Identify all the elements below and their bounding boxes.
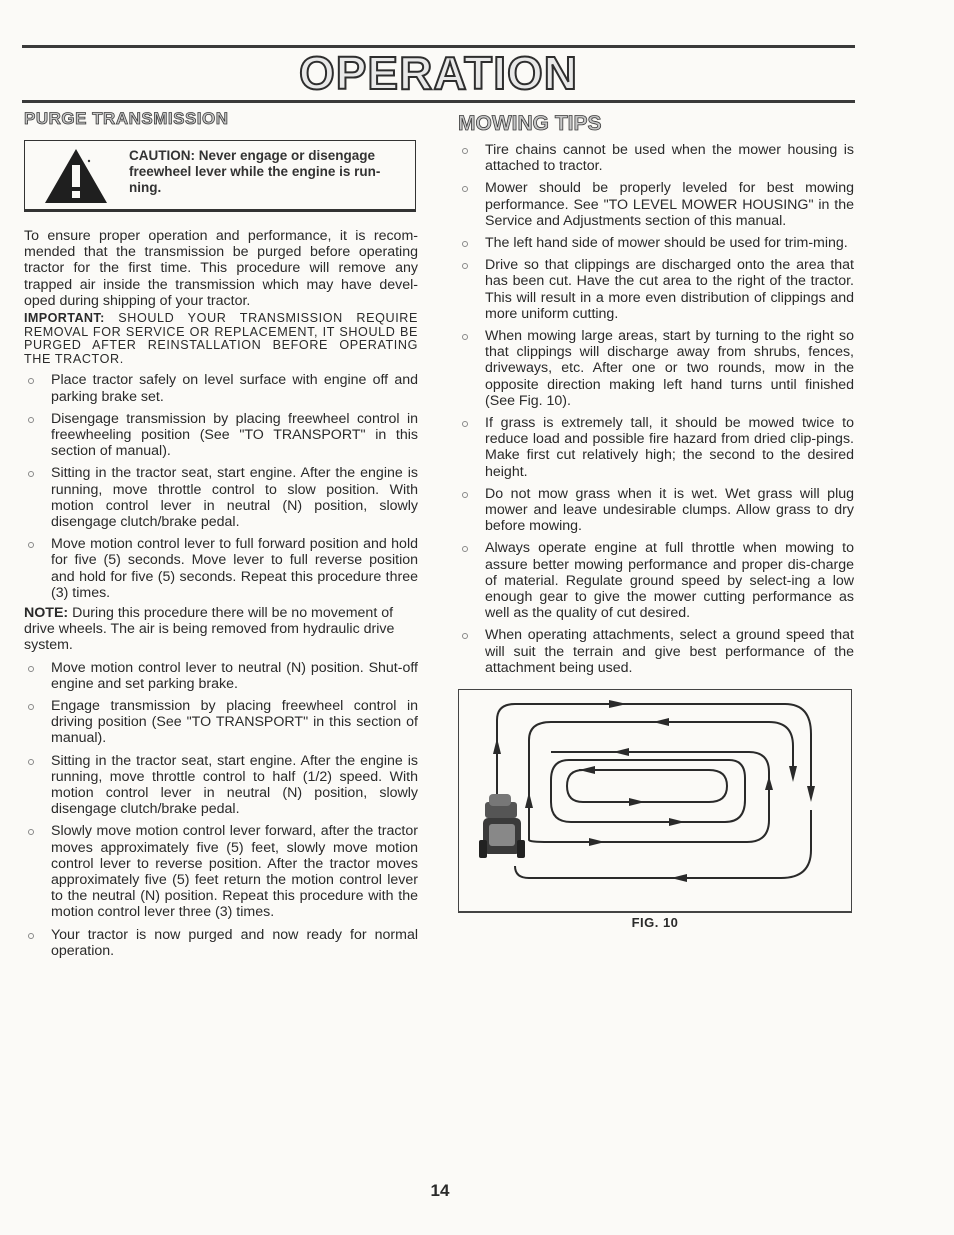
arrow-down-icon <box>807 786 815 802</box>
second-loop-right-path <box>529 790 769 842</box>
arrow-right-icon <box>609 700 627 708</box>
note-label: NOTE: <box>24 605 69 622</box>
list-item: Move motion control lever to neutral (N) position. Shut-off engine and set parking brake. <box>24 660 418 692</box>
list-item: Slowly move motion control lever forward, after the tractor moves approximately five (5) feet, slowly move motion control lever to reverse position. After the tractor moves approximately five (5) feet return the motion control lever to the neutral (N) position. Repeat this procedure with the motion control lever three (3) times. <box>24 823 418 920</box>
note-paragraph <box>24 605 418 654</box>
list-item: Tire chains cannot be used when the mower housing is attached to tractor. <box>458 142 854 174</box>
important-notice <box>24 312 418 366</box>
important-label: IMPORTANT: <box>24 311 105 326</box>
note-text: During this procedure there will be no movement of drive wheels. The air is being removed from hydraulic drive system. <box>24 605 395 654</box>
arrow-right-icon <box>589 838 605 846</box>
tractor-icon <box>479 794 525 858</box>
intro-paragraph: To ensure proper operation and performance, it is recom-mended that the transmission be purged before operating tractor for the first time. This procedure will remove any trapped air inside the transmission which may have devel-oped during shipping of your tractor. <box>24 228 418 309</box>
title-bottom-rule <box>22 100 855 103</box>
arrow-up-icon <box>525 792 533 808</box>
list-item: When mowing large areas, start by turning to the right so that clippings will discharge away from shrubs, fences, driveways, etc. After one or two rounds, mow in the opposite direction making left hand turns until finished (See Fig. 10). <box>458 328 854 409</box>
purge-transmission-section <box>24 108 418 959</box>
arrow-right-icon <box>669 818 685 826</box>
list-item: If grass is extremely tall, it should be mowed twice to reduce load and possible fire hazard from dried clip-pings. Make first cut relatively high; the second to the desired height. <box>458 415 854 480</box>
arrow-left-icon <box>671 874 687 882</box>
purge-steps-list-2 <box>24 660 418 959</box>
arrow-right-icon <box>629 798 645 806</box>
inner-loop-path <box>567 770 727 802</box>
mowing-tips-heading: MOWING TIPS <box>458 112 602 135</box>
page-number: 14 <box>430 1181 450 1200</box>
list-item: Place tractor safely on level surface with engine off and parking brake set. <box>24 372 418 404</box>
list-item: Mower should be properly leveled for best mowing performance. See "TO LEVEL MOWER HOUSING" in the Service and Adjustments section of this manual. <box>458 180 854 229</box>
arrow-left-icon <box>653 718 669 726</box>
warning-triangle-icon <box>43 147 109 205</box>
list-item: Move motion control lever to full forward position and hold for five (5) seconds. Move lever to full reverse position and hold for five (5) seconds. Repeat this procedure three (3) times. <box>24 536 418 601</box>
list-item: Always operate engine at full throttle when mowing to assure better mowing performance and proper dis-charge of material. Regulate ground speed by select-ing a low enough gear to give the mower cutting performance as well as the quality of cut desired. <box>458 540 854 621</box>
caution-box <box>24 140 416 212</box>
arrow-up-icon <box>493 738 501 754</box>
caution-text: CAUTION: Never engage or disengage freewheel lever while the engine is run-ning. <box>129 148 381 195</box>
page-title: OPERATION <box>298 47 579 99</box>
mowing-pattern-diagram <box>459 690 851 911</box>
arrow-up-icon <box>765 776 773 790</box>
outer-path <box>497 704 811 790</box>
list-item: Do not mow grass when it is wet. Wet grass will plug mower and leave undesirable clumps. Allow grass to dry before mowing. <box>458 486 854 535</box>
mowing-tips-list <box>458 142 854 676</box>
arrow-left-icon <box>579 766 595 774</box>
purge-steps-list-1 <box>24 372 418 601</box>
list-item: When operating attachments, select a ground speed that will suit the terrain and give best performance of the attachment being used. <box>458 627 854 676</box>
list-item: Disengage transmission by placing freewheel control in freewheeling position (See "TO TRANSPORT" in this section of manual). <box>24 411 418 460</box>
list-item: Your tractor is now purged and now ready for normal operation. <box>24 927 418 959</box>
list-item: Engage transmission by placing freewheel control in driving position (See "TO TRANSPORT" in this section of manual). <box>24 698 418 747</box>
figure-caption: FIG. 10 <box>631 915 679 930</box>
arrow-left-icon <box>613 748 629 756</box>
mowing-tips-section <box>458 108 854 676</box>
arrow-down-icon <box>789 766 797 782</box>
list-item: Sitting in the tractor seat, start engine. After the engine is running, move throttle control to slow position. With motion control lever in neutral (N) position, slowly disengage clutch/brake pedal. <box>24 465 418 530</box>
list-item: The left hand side of mower should be used for trim-ming. <box>458 235 854 251</box>
mowing-pattern-figure <box>458 689 852 913</box>
purge-transmission-heading: PURGE TRANSMISSION <box>24 109 229 128</box>
list-item: Sitting in the tractor seat, start engine. After the engine is running, move throttle control to half (1/2) speed. With motion control lever in neutral (N) position, slowly disengage clutch/brake pedal. <box>24 753 418 818</box>
list-item: Drive so that clippings are discharged onto the area that has been cut. Have the cut area to the right of the tractor. This will result in a more even distribution of clippings and more uniform cutting. <box>458 257 854 322</box>
important-text: SHOULD YOUR TRANSMISSION REQUIRE REMOVAL FOR SERVICE OR REPLACEMENT, IT SHOULD BE PURGED AFTER REINSTALLATION BEFORE OPERATING THE TRACTOR. <box>24 311 418 366</box>
